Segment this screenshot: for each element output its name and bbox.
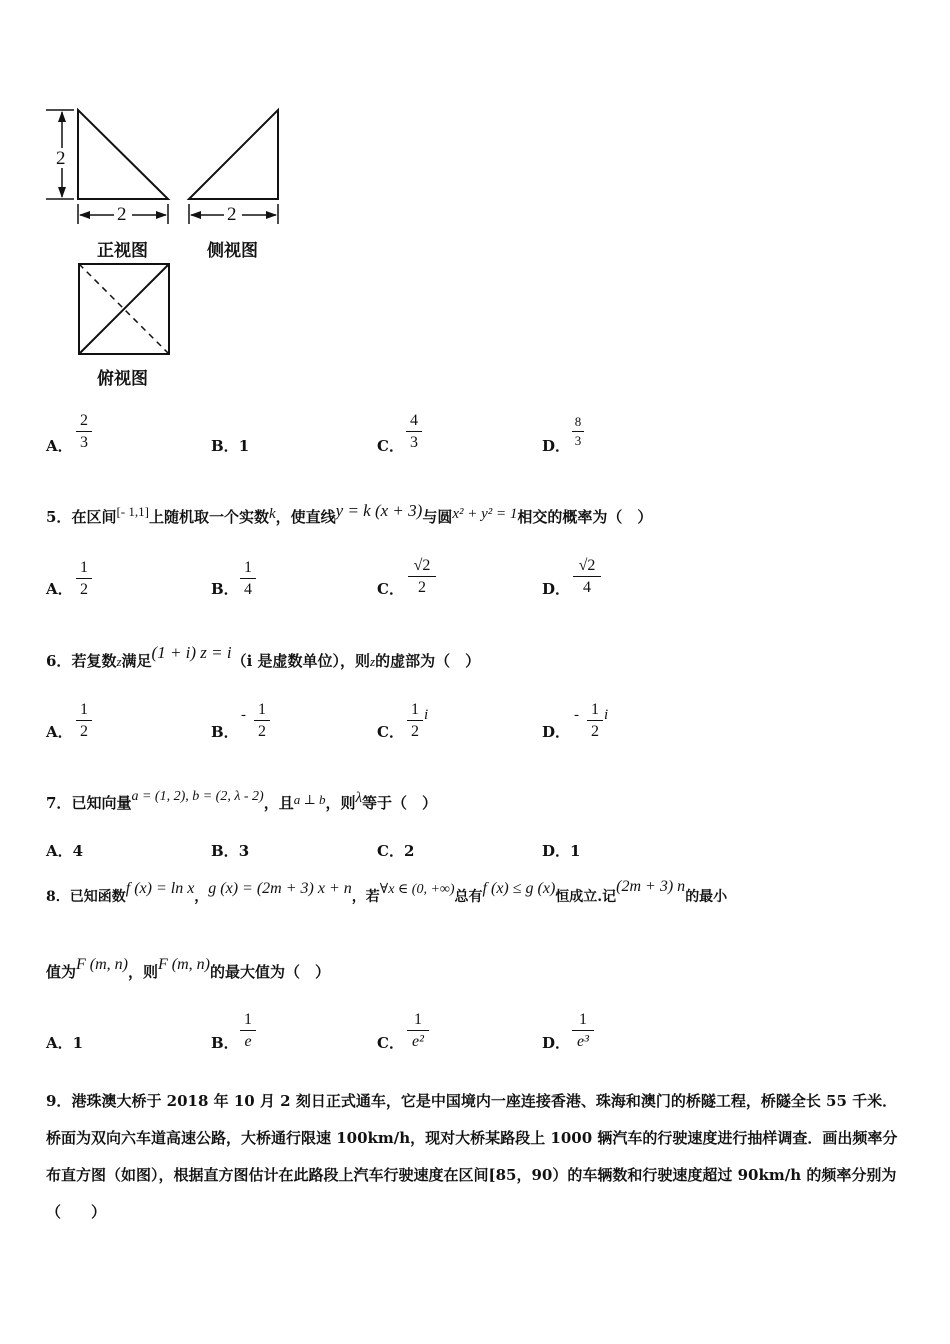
q6-option-b-sign: - xyxy=(241,707,246,723)
q8-option-a: A．1 xyxy=(46,1034,84,1052)
q8-option-c-letter: C． xyxy=(377,1034,404,1052)
q6-option-c-fraction: 1 2 xyxy=(407,700,423,741)
side-view-label: 侧视图 xyxy=(207,241,258,261)
side-view-triangle xyxy=(189,110,278,199)
q5-stem: 5．在区间[- 1,1]上随机取一个实数k，使直线y = k (x + 3)与圆x² + y² = 1相交的概率为（ ） xyxy=(46,501,653,526)
q5-option-b-letter: B． xyxy=(211,580,239,598)
q7-option-b: B．3 xyxy=(211,842,250,860)
q7-option-d: D．1 xyxy=(542,842,581,860)
q6-option-b-fraction: 1 2 xyxy=(254,700,270,741)
q6-option-d-fraction: 1 2 xyxy=(587,700,603,741)
q4-option-a-letter: A． xyxy=(46,437,73,455)
q6-option-c-letter: C． xyxy=(377,723,404,741)
q6-option-d-sign: - xyxy=(574,707,579,723)
three-view-figure xyxy=(40,100,300,395)
q7-option-a: A．4 xyxy=(46,842,84,860)
q8-stem-line1: 8．已知函数f (x) = ln x，g (x) = (2m + 3) x + n，若∀x ∈ (0, +∞)总有f (x) ≤ g (x)恒成立.记(2m + 3) n的最小 xyxy=(46,878,728,905)
q8-option-c-fraction: 1 e² xyxy=(407,1010,429,1051)
q8-option-d-fraction: 1 e³ xyxy=(572,1010,594,1051)
q5-option-b-fraction: 1 4 xyxy=(240,558,256,599)
top-view-label: 俯视图 xyxy=(97,369,148,389)
q4-option-d-fraction: 8 3 xyxy=(572,414,584,449)
q5-option-d-letter: D． xyxy=(542,580,571,598)
q4-option-a-fraction: 2 3 xyxy=(76,411,92,452)
top-view-solid-diagonal xyxy=(79,264,169,354)
q6-option-a-letter: A． xyxy=(46,723,73,741)
q6-option-d-letter: D． xyxy=(542,723,571,741)
q8-option-b-letter: B． xyxy=(211,1034,239,1052)
q4-option-b: B．1 xyxy=(211,437,250,455)
q5-option-c-fraction: √2 2 xyxy=(408,556,436,597)
q6-option-a-fraction: 1 2 xyxy=(76,700,92,741)
q9-stem: 9．港珠澳大桥于 2018 年 10 月 2 刻日正式通车，它是中国境内一座连接香港、珠海和澳门的桥隧工程，桥隧全长 55 千米．桥面为双向六车道高速公路，大桥通行限速 100km/h，现对大桥某路段上 1000 辆汽车的行驶速度进行抽样调查．画出频率分布直方图（如图），根据直方图估计在此路段上汽车行驶速度在区间[85，90）的车辆数和行驶速度超过 90km/h 的频率分别为（ ） xyxy=(46,1092,898,1221)
front-vertical-dim-label: 2 xyxy=(56,148,66,169)
q8-option-b-fraction: 1 e xyxy=(240,1010,256,1051)
q4-option-d-letter: D． xyxy=(542,437,571,455)
q8-stem-line2: 值为F (m, n)，则F (m, n)的最大值为（ ） xyxy=(46,956,331,981)
q8-option-d-letter: D． xyxy=(542,1034,571,1052)
side-horizontal-dim-label: 2 xyxy=(227,204,237,225)
q5-option-c-letter: C． xyxy=(377,580,404,598)
q6-option-c-imaginary: i xyxy=(424,707,429,723)
q5-option-a-letter: A． xyxy=(46,580,73,598)
q6-option-d-imaginary: i xyxy=(604,707,609,723)
front-view-triangle xyxy=(78,110,168,199)
front-horizontal-dim-label: 2 xyxy=(117,204,127,225)
q5-option-d-fraction: √2 4 xyxy=(573,556,601,597)
q4-option-c-letter: C． xyxy=(377,437,404,455)
q7-stem: 7．已知向量a = (1, 2), b = (2, λ - 2)，且a ⊥ b，则λ等于（ ） xyxy=(46,789,438,812)
q6-stem: 6．若复数z满足(1 + i) z = i（i 是虚数单位），则z的虚部为（ ） xyxy=(46,643,481,670)
q5-option-a-fraction: 1 2 xyxy=(76,558,92,599)
q7-option-c: C．2 xyxy=(377,842,415,860)
q4-option-c-fraction: 4 3 xyxy=(406,411,422,452)
q6-option-b-letter: B． xyxy=(211,723,239,741)
front-view-label: 正视图 xyxy=(97,241,148,261)
